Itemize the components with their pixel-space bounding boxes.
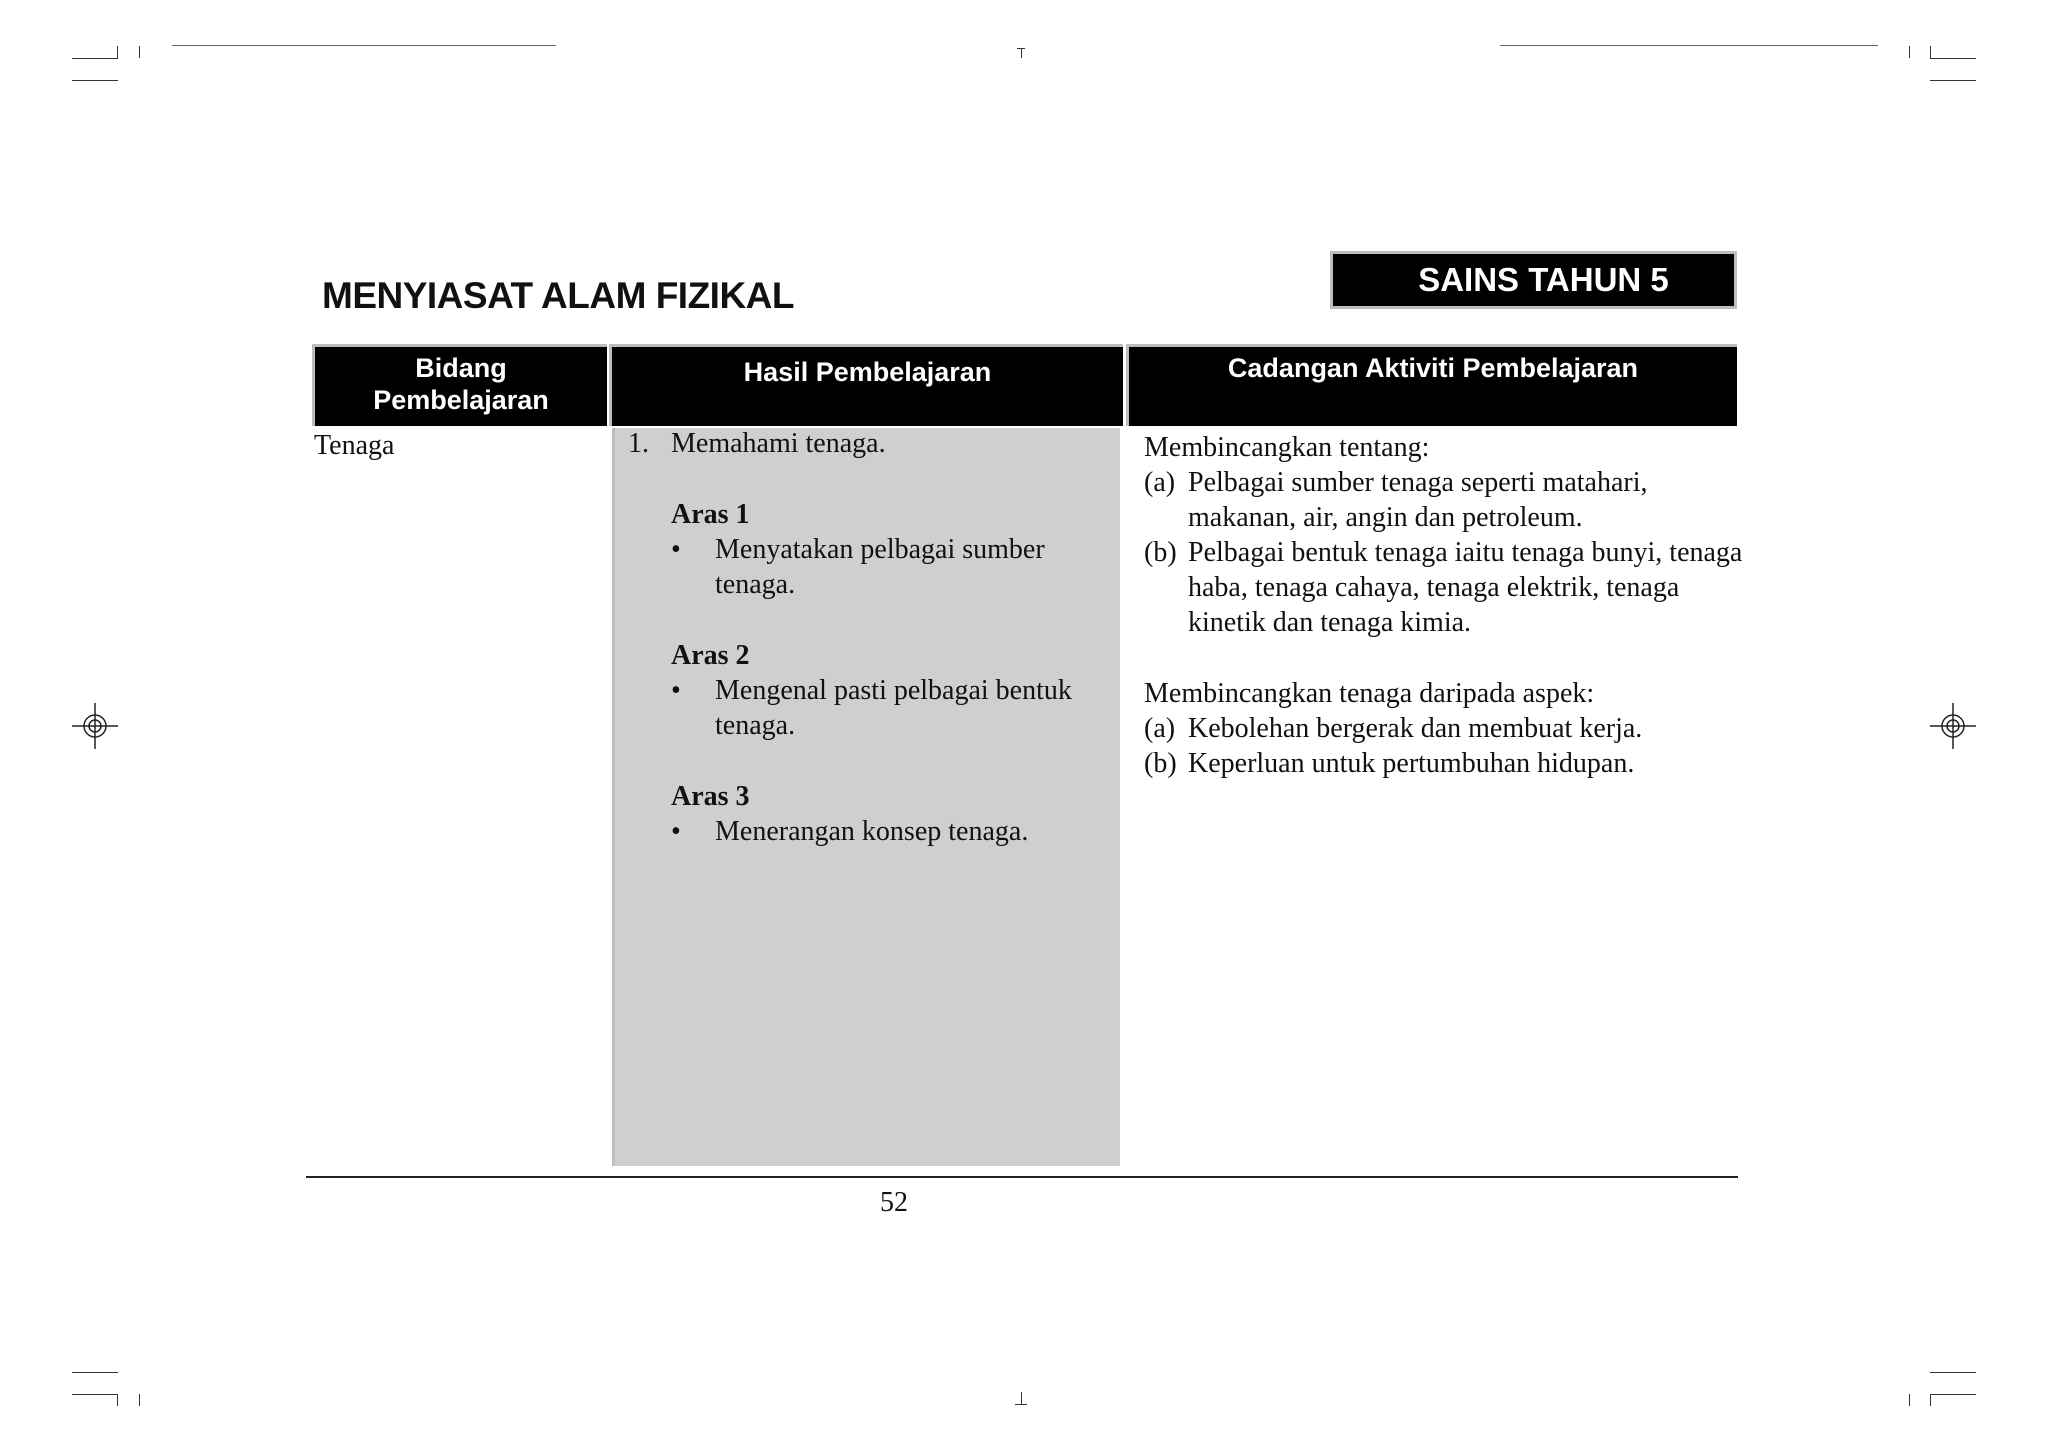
header-bidang [312, 344, 607, 426]
item-number: 1. [628, 428, 649, 459]
item-text: Memahami tenaga. [671, 428, 886, 459]
level-text-line: Mengenal pasti pelbagai bentuk [715, 675, 1072, 706]
subject-badge-label: SAINS TAHUN 5 [1418, 261, 1669, 298]
registration-mark-right [1930, 703, 1976, 749]
bullet-icon: • [671, 816, 681, 847]
level-heading: Aras 2 [671, 640, 750, 671]
activity-line: Pelbagai bentuk tenaga iaitu tenaga bunyi, tenaga [1188, 537, 1743, 568]
header-bidang-line1: Bidang [415, 353, 507, 383]
subject-badge [1330, 251, 1737, 309]
activity-line: kinetik dan tenaga kimia. [1188, 607, 1472, 638]
registration-mark-left [72, 703, 118, 749]
level-text-line: tenaga. [715, 710, 796, 741]
page-number: 52 [880, 1187, 908, 1218]
activity-line: Kebolehan bergerak dan membuat kerja. [1188, 713, 1643, 744]
level-heading: Aras 3 [671, 781, 750, 812]
level-text-line: Menyatakan pelbagai sumber [715, 534, 1045, 565]
activity-intro: Membincangkan tentang: [1144, 432, 1430, 463]
header-cadangan-label: Cadangan Aktiviti Pembelajaran [1227, 353, 1639, 383]
header-hasil [609, 344, 1123, 426]
header-hasil-label: Hasil Pembelajaran [743, 357, 992, 387]
activity-intro: Membincangkan tenaga daripada aspek: [1144, 678, 1595, 709]
activity-line: Pelbagai sumber tenaga seperti matahari, [1188, 467, 1648, 498]
header-bidang-line2: Pembelajaran [373, 385, 549, 415]
bullet-icon: • [671, 534, 681, 565]
activity-line: haba, tenaga cahaya, tenaga elektrik, tenaga [1188, 572, 1680, 603]
bullet-icon: • [671, 675, 681, 706]
activity-line: Keperluan untuk pertumbuhan hidupan. [1188, 748, 1635, 779]
page-title: MENYIASAT ALAM FIZIKAL [322, 275, 795, 316]
activity-marker: (b) [1144, 537, 1177, 568]
level-text-line: Menerangan konsep tenaga. [715, 816, 1029, 847]
topic-cell: Tenaga [314, 430, 395, 461]
level-text-line: tenaga. [715, 569, 796, 600]
activity-marker: (b) [1144, 748, 1177, 779]
table-bottom-rule [306, 1176, 1738, 1178]
header-cadangan [1126, 344, 1737, 426]
activity-marker: (a) [1144, 713, 1176, 744]
activity-marker: (a) [1144, 467, 1176, 498]
level-heading: Aras 1 [671, 499, 750, 530]
activity-line: makanan, air, angin dan petroleum. [1188, 502, 1583, 533]
